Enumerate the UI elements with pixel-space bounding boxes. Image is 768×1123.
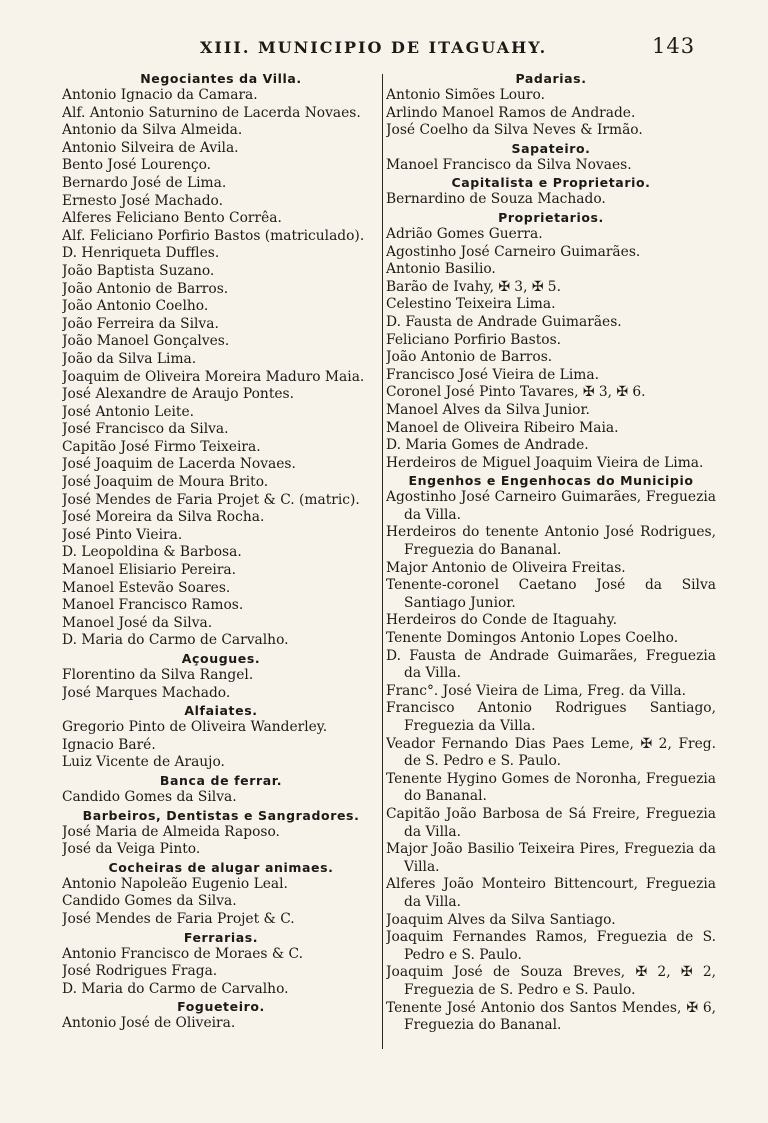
directory-entry: João Manoel Gonçalves. bbox=[62, 333, 230, 350]
directory-entry: Manoel Alves da Silva Junior. bbox=[386, 401, 590, 418]
directory-entry: D. Henriqueta Duffles. bbox=[62, 245, 220, 262]
directory-section bbox=[62, 702, 380, 772]
directory-entry: Agostinho José Carneiro Guimarães. bbox=[386, 243, 641, 260]
directory-entry: João Antonio Coelho. bbox=[62, 298, 209, 315]
directory-entry: Joaquim de Oliveira Moreira Maduro Maia. bbox=[62, 368, 365, 385]
directory-entry: Alferes João Monteiro Bittencourt, Freguezia da Villa. bbox=[386, 876, 716, 910]
directory-entry: D. Maria do Carmo de Carvalho. bbox=[62, 980, 289, 997]
directory-entry: José Coelho da Silva Neves & Irmão. bbox=[386, 122, 643, 139]
directory-entry: Bento José Lourenço. bbox=[62, 157, 212, 174]
directory-entry: José Mendes de Faria Projet & C. bbox=[62, 910, 295, 927]
directory-entry: Antonio Basilio. bbox=[386, 261, 496, 278]
directory-section bbox=[62, 998, 380, 1033]
directory-entry: Capitão José Firmo Teixeira. bbox=[62, 438, 261, 455]
directory-entry: João Antonio de Barros. bbox=[62, 280, 229, 297]
directory-entry: Coronel José Pinto Tavares, ✠ 3, ✠ 6. bbox=[386, 384, 646, 401]
directory-entry: Major Antonio de Oliveira Freitas. bbox=[386, 559, 626, 576]
directory-entry: Bernardino de Souza Machado. bbox=[386, 191, 606, 208]
directory-entry: Franc°. José Vieira de Lima, Freg. da Villa. bbox=[386, 682, 687, 699]
directory-entry: D. Maria Gomes de Andrade. bbox=[386, 437, 589, 454]
directory-entry: Manoel Francisco Ramos. bbox=[62, 597, 244, 614]
section-heading: Barbeiros, Dentistas e Sangradores. bbox=[82, 807, 360, 823]
directory-entry: José Maria de Almeida Raposo. bbox=[62, 823, 280, 840]
directory-entry: Joaquim José de Souza Breves, ✠ 2, ✠ 2, Freguezia de S. Pedro e S. Paulo. bbox=[386, 964, 716, 998]
directory-entry: D. Leopoldina & Barbosa. bbox=[62, 544, 242, 561]
directory-entry: Alf. Feliciano Porfirio Bastos (matriculado). bbox=[62, 227, 365, 244]
directory-section bbox=[62, 70, 380, 650]
directory-entry: Tenente-coronel Caetano José da Silva Santiago Junior. bbox=[386, 577, 716, 611]
directory-section bbox=[62, 859, 380, 929]
directory-entry: José Rodrigues Fraga. bbox=[62, 963, 218, 980]
directory-section bbox=[62, 807, 380, 859]
directory-entry: José Antonio Leite. bbox=[62, 403, 194, 420]
directory-section bbox=[386, 140, 716, 175]
section-heading: Capitalista e Proprietario. bbox=[451, 175, 651, 191]
directory-entry: Adrião Gomes Guerra. bbox=[386, 225, 543, 242]
section-heading: Açougues. bbox=[181, 651, 261, 666]
section-heading: Banca de ferrar. bbox=[159, 772, 283, 788]
directory-entry: José Marques Machado. bbox=[62, 684, 231, 701]
directory-entry: Antonio Napoleão Eugenio Leal. bbox=[62, 875, 288, 892]
directory-entry: Antonio Simões Louro. bbox=[386, 87, 545, 103]
directory-entry: Major João Basilio Teixeira Pires, Freguezia da Villa. bbox=[386, 841, 716, 875]
directory-entry: Antonio da Silva Almeida. bbox=[62, 122, 243, 139]
directory-entry: Tenente Domingos Antonio Lopes Coelho. bbox=[386, 630, 679, 647]
directory-entry: José Pinto Vieira. bbox=[62, 526, 183, 543]
directory-entry: Manoel José da Silva. bbox=[62, 614, 213, 631]
directory-entry: Francisco Antonio Rodrigues Santiago, Freguezia da Villa. bbox=[386, 700, 716, 734]
directory-entry: Candido Gomes da Silva. bbox=[62, 893, 237, 910]
directory-entry: José da Veiga Pinto. bbox=[62, 841, 201, 858]
directory-entry: Candido Gomes da Silva. bbox=[62, 788, 237, 805]
section-heading: Fogueteiro. bbox=[177, 999, 265, 1015]
directory-entry: José Mendes de Faria Projet & C. (matric). bbox=[62, 491, 360, 508]
directory-entry: Celestino Teixeira Lima. bbox=[386, 296, 556, 313]
directory-section bbox=[386, 209, 716, 472]
directory-entry: Manoel Francisco da Silva Novaes. bbox=[386, 156, 632, 173]
directory-entry: D. Fausta de Andrade Guimarães. bbox=[386, 313, 622, 330]
directory-section bbox=[62, 929, 380, 999]
directory-section bbox=[386, 70, 716, 140]
left-column bbox=[62, 70, 380, 1033]
section-heading: Cocheiras de alugar animaes. bbox=[108, 859, 334, 875]
directory-entry: Alf. Antonio Saturnino de Lacerda Novaes. bbox=[62, 104, 361, 121]
directory-entry: Francisco José Vieira de Lima. bbox=[386, 366, 599, 383]
directory-entry: João Ferreira da Silva. bbox=[62, 315, 219, 332]
directory-entry: Joaquim Alves da Silva Santiago. bbox=[386, 911, 616, 928]
directory-entry: Manoel Elisiario Pereira. bbox=[62, 562, 237, 579]
directory-entry: Alferes Feliciano Bento Corrêa. bbox=[62, 210, 282, 227]
directory-entry: Agostinho José Carneiro Guimarães, Freguezia da Villa. bbox=[386, 489, 716, 523]
directory-entry: Veador Fernando Dias Paes Leme, ✠ 2, Freg. de S. Pedro e S. Paulo. bbox=[386, 735, 716, 770]
directory-entry: Tenente Hygino Gomes de Noronha, Freguezia do Bananal. bbox=[386, 770, 716, 805]
page-header bbox=[0, 34, 768, 70]
directory-entry: João Baptista Suzano. bbox=[62, 262, 215, 279]
directory-entry: Antonio Ignacio da Camara. bbox=[62, 87, 258, 103]
directory-entry: Herdeiros de Miguel Joaquim Vieira de Lima. bbox=[386, 454, 704, 471]
directory-section bbox=[62, 650, 380, 702]
directory-entry: Florentino da Silva Rangel. bbox=[62, 667, 254, 683]
directory-entry: D. Fausta de Andrade Guimarães, Freguezia da Villa. bbox=[386, 647, 716, 682]
directory-entry: José Moreira da Silva Rocha. bbox=[62, 509, 265, 526]
directory-entry: Bernardo José de Lima. bbox=[62, 174, 227, 191]
directory-entry: Tenente José Antonio dos Santos Mendes, ✠ 6, Freguezia do Bananal. bbox=[386, 999, 716, 1034]
directory-entry: Herdeiros do tenente Antonio José Rodrigues, Freguezia do Bananal. bbox=[386, 524, 716, 559]
right-column bbox=[386, 70, 716, 1035]
directory-entry: Feliciano Porfirio Bastos. bbox=[386, 331, 562, 348]
directory-entry: Gregorio Pinto de Oliveira Wanderley. bbox=[62, 719, 328, 736]
directory-entry: Ernesto José Machado. bbox=[62, 192, 223, 209]
directory-entry: Arlindo Manoel Ramos de Andrade. bbox=[386, 104, 636, 121]
directory-entry: Antonio Francisco de Moraes & C. bbox=[62, 945, 303, 962]
directory-entry: Antonio Silveira de Avila. bbox=[62, 139, 239, 156]
directory-section bbox=[386, 174, 716, 209]
section-heading: Proprietarios. bbox=[498, 209, 604, 225]
directory-entry: Luiz Vicente de Araujo. bbox=[62, 754, 225, 771]
directory-entry: Herdeiros do Conde de Itaguahy. bbox=[386, 612, 618, 629]
page-title: XIII. MUNICIPIO DE ITAGUAHY. bbox=[200, 38, 548, 57]
directory-entry: D. Maria do Carmo de Carvalho. bbox=[62, 632, 289, 649]
directory-entry: Manoel Estevão Soares. bbox=[62, 579, 231, 596]
section-heading: Ferrarias. bbox=[183, 929, 259, 945]
directory-section bbox=[62, 772, 380, 807]
directory-entry: José Alexandre de Araujo Pontes. bbox=[62, 386, 294, 403]
directory-entry: Capitão João Barbosa de Sá Freire, Freguezia da Villa. bbox=[386, 805, 716, 840]
page-number: 143 bbox=[652, 34, 696, 58]
section-heading: Engenhos e Engenhocas do Municipio bbox=[408, 473, 694, 489]
section-heading: Sapateiro. bbox=[511, 140, 591, 156]
directory-entry: João Antonio de Barros. bbox=[386, 349, 553, 366]
column-divider bbox=[382, 74, 383, 1049]
directory-entry: Manoel de Oliveira Ribeiro Maia. bbox=[386, 419, 619, 436]
directory-entry: Ignacio Baré. bbox=[62, 736, 156, 753]
section-heading: Alfaiates. bbox=[184, 703, 258, 719]
directory-entry: José Joaquim de Lacerda Novaes. bbox=[62, 456, 296, 473]
section-heading: Negociantes da Villa. bbox=[140, 71, 302, 86]
directory-entry: Joaquim Fernandes Ramos, Freguezia de S. Pedro e S. Paulo. bbox=[386, 929, 716, 963]
section-heading: Padarias. bbox=[515, 71, 587, 86]
directory-entry: Antonio José de Oliveira. bbox=[62, 1015, 236, 1032]
directory-entry: José Francisco da Silva. bbox=[62, 421, 229, 438]
directory-entry: João da Silva Lima. bbox=[62, 350, 197, 367]
directory-section bbox=[386, 472, 716, 1034]
directory-entry: Barão de Ivahy, ✠ 3, ✠ 5. bbox=[386, 278, 561, 295]
directory-entry: José Joaquim de Moura Brito. bbox=[62, 474, 269, 491]
